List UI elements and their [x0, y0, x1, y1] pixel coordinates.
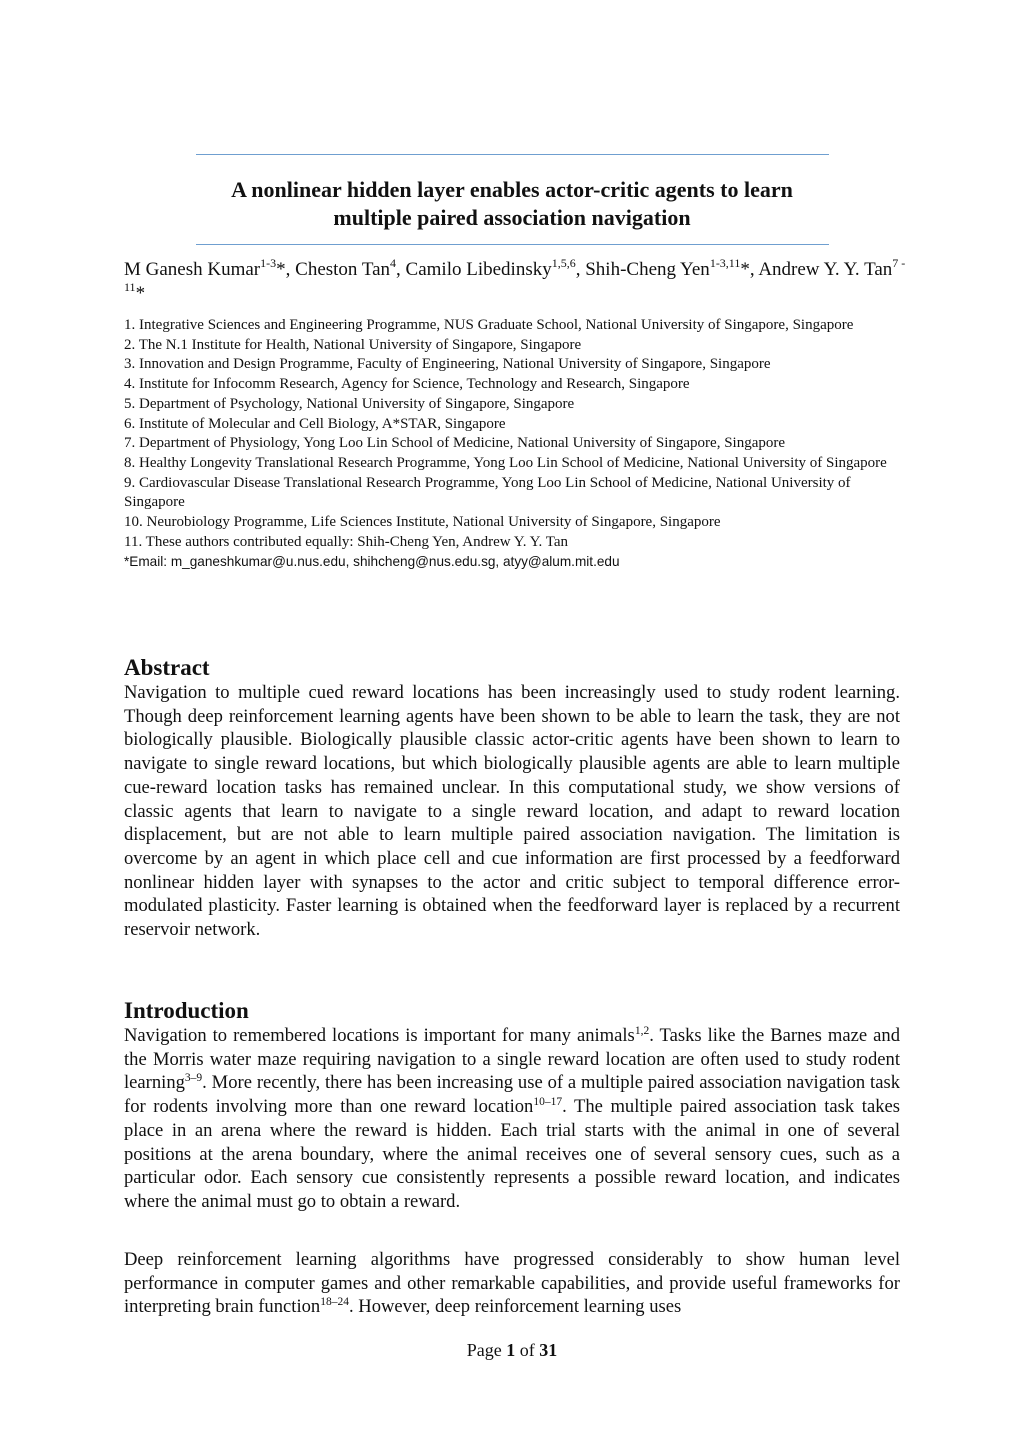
author-name: Cheston Tan: [295, 259, 391, 280]
citation-sup: 18–24: [320, 1296, 349, 1309]
citation-sup: 3–9: [184, 1072, 203, 1085]
footer-middle: of: [515, 1340, 540, 1360]
footer-current-page: 1: [506, 1340, 516, 1360]
introduction-paragraph-1: Navigation to remembered locations is important for many animals$^{1,2}$. Tasks like the Barnes maze and the Morris water maze requiring navigation to a single reward location are often used to study rodent learning$^{3-9}$. More recently, there has been increasing use of a multiple paired association navigation task for rodents involving more than one reward location$^{10-17}$. The multiple paired association task takes place in an arena where the reward is hidden. Each trial starts with the animal in one of several positions at the arena boundary, where the animal receives one of several sensory cues, such as a particular odor. Each sensory cue consistently represents a possible reward location, and indicates where the animal must go to obtain a reward.: [124, 1025, 900, 1212]
affiliation-item: 10. Neurobiology Programme, Life Sciences Institute, National University of Singapore, Singapore: [124, 514, 721, 531]
affiliation-item: 6. Institute of Molecular and Cell Biology, A*STAR, Singapore: [124, 415, 506, 432]
author-name: Camilo Libedinsky: [405, 259, 552, 280]
affiliation-item: 11. These authors contributed equally: Shih-Cheng Yen, Andrew Y. Y. Tan: [124, 533, 569, 550]
abstract-text: Navigation to multiple cued reward locations has been increasingly used to study rodent learning. Though deep reinforcement learning agents have been shown to be able to learn the task, they are not biologically plausible. Biologically plausible classic actor-critic agents have been shown to learn to navigate to single reward locations, but which biologically plausible agents are able to learn multiple cue-reward location tasks has remained unclear. In this computational study, we show versions of classic agents that learn to navigate to a single reward location, and adapt to reward location displacement, but are not able to learn multiple paired association navigation. The limitation is overcome by an agent in which place cell and cue information are first processed by a feedforward nonlinear hidden layer with synapses to the actor and critic subject to temporal difference error-modulated plasticity. Faster learning is obtained when the feedforward layer is replaced by a recurrent reservoir network.: [124, 682, 900, 941]
corresponding-author-mark: *: [276, 259, 286, 280]
introduction-heading: Introduction: [124, 998, 249, 1023]
author-name: Andrew Y. Y. Tan: [758, 259, 893, 280]
corresponding-author-mark: *: [135, 283, 146, 304]
title-line-1: A nonlinear hidden layer enables actor-critic agents to learn: [231, 177, 793, 202]
page-footer: [0, 1340, 1024, 1361]
affiliation-item: 1. Integrative Sciences and Engineering Programme, NUS Graduate School, National University of Singapore, Singapore: [124, 317, 854, 333]
affiliation-item: 2. The N.1 Institute for Health, National University of Singapore, Singapore: [124, 336, 582, 353]
author-list: M Ganesh Kumar$^{1-3}$*, Cheston Tan$^4$, Camilo Libedinsky$^{1,5,6}$, Shih-Cheng Yen$^{1-3,11}$*, Andrew Y. Y. Tan$^{7 - 11}$*: [124, 256, 906, 304]
paper-title: [124, 176, 900, 232]
introduction-paragraph-2: Deep reinforcement learning algorithms have progressed considerably to show human level performance in computer games and other remarkable capabilities, and provide useful frameworks for interpreting brain function$^{18-24}$. However, deep reinforcement learning uses: [124, 1249, 900, 1318]
contact-email: *Email: m_ganeshkumar@u.nus.edu, shihcheng@nus.edu.sg, atyy@alum.mit.edu: [124, 554, 620, 570]
footer-total-pages: 31: [539, 1340, 558, 1360]
title-bottom-rule: [196, 244, 829, 245]
citation-sup: 1,2: [634, 1025, 650, 1037]
affiliation-item: 5. Department of Psychology, National University of Singapore, Singapore: [124, 395, 575, 412]
title-line-2: multiple paired association navigation: [333, 205, 691, 230]
corresponding-author-mark: *: [740, 259, 750, 280]
affiliation-item: 3. Innovation and Design Programme, Faculty of Engineering, National University of Singapore, Singapore: [124, 356, 771, 373]
affiliation-list: [124, 316, 904, 572]
affiliation-item: 4. Institute for Infocomm Research, Agency for Science, Technology and Research, Singapore: [124, 376, 690, 393]
author-affiliation-sup: 1-3: [260, 256, 277, 270]
author-affiliation-sup: 1-3,11: [709, 256, 741, 270]
author-affiliation-sup: 7 - 11: [124, 256, 906, 294]
author-affiliation-sup: 1,5,6: [551, 256, 576, 270]
author-affiliation-sup: 4: [390, 256, 397, 270]
abstract-heading: Abstract: [124, 655, 210, 680]
footer-prefix: Page: [466, 1340, 507, 1360]
affiliation-item: 8. Healthy Longevity Translational Research Programme, Yong Loo Lin School of Medicine, National University of Singapore: [124, 454, 887, 471]
affiliation-item: 9. Cardiovascular Disease Translational Research Programme, Yong Loo Lin School of Medicine, National University of Singapore: [124, 474, 851, 511]
author-name: M Ganesh Kumar: [124, 259, 261, 280]
title-top-rule: [196, 154, 829, 155]
affiliation-item: 7. Department of Physiology, Yong Loo Lin School of Medicine, National University of Singapore, Singapore: [124, 435, 786, 452]
author-name: Shih-Cheng Yen: [585, 259, 710, 280]
citation-sup: 10–17: [533, 1096, 563, 1109]
